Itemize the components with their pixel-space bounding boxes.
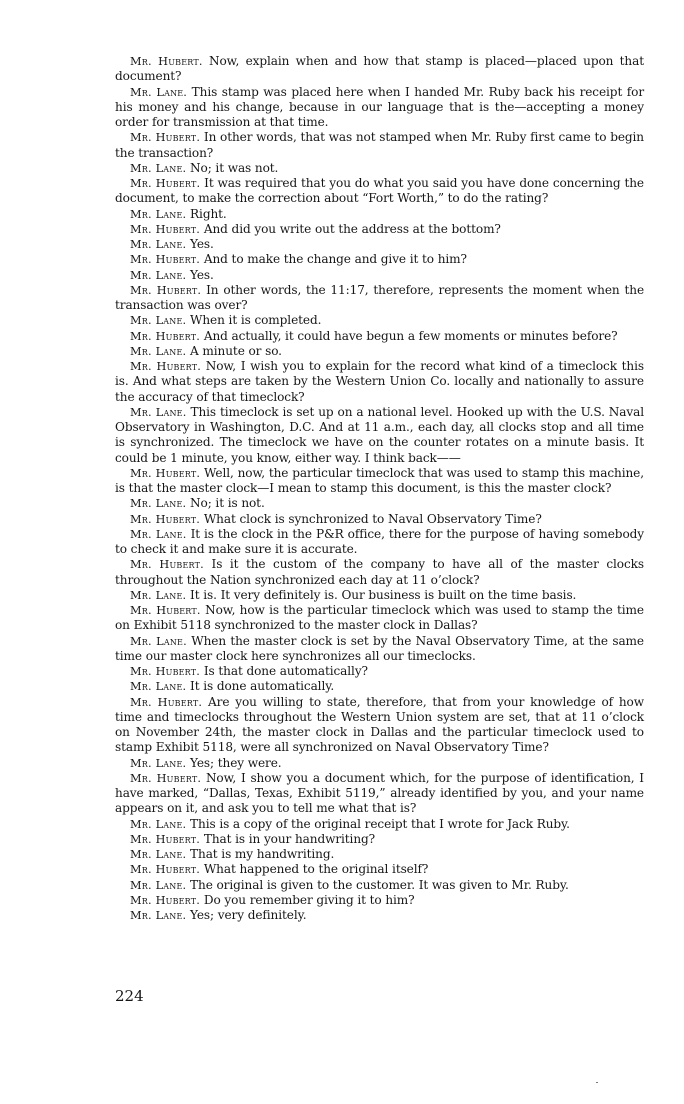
testimony-paragraph [115, 893, 644, 908]
speaker-name: Mr. Hubert. [130, 253, 201, 267]
testimony-paragraph [115, 695, 644, 756]
speech-text: What clock is synchronized to Naval Observatory Time? [200, 511, 542, 526]
speaker-name: Mr. Hubert. [130, 55, 203, 68]
speaker-name: Mr. Hubert. [130, 771, 202, 785]
speech-text: The original is given to the customer. It was given to Mr. Ruby. [186, 877, 569, 892]
speaker-name: Mr. Hubert. [130, 512, 201, 526]
speaker-name: Mr. Hubert. [130, 893, 201, 907]
speech-text: Now, how is the particular timeclock which was used to stamp the time on Exhibit 5118 synchronized to the master clock in Dallas? [115, 603, 644, 633]
speech-text: Now, I wish you to explain for the record what kind of a timeclock this is. And what steps are taken by the Western Union Co. locally and nationally to assure the accuracy of that timeclock? [115, 359, 644, 404]
testimony-paragraph [115, 54, 644, 85]
testimony-paragraph [115, 603, 644, 634]
speaker-name: Mr. Hubert. [130, 695, 203, 709]
speaker-name: Mr. Hubert. [130, 329, 201, 343]
speaker-name: Mr. Hubert. [130, 604, 201, 617]
testimony-paragraph [115, 207, 644, 222]
speaker-name: Mr. Lane. [130, 848, 187, 861]
scan-speck [596, 1082, 598, 1083]
page-number: 224 [115, 987, 144, 1005]
speech-text: When it is completed. [186, 313, 322, 328]
speech-text: Now, I show you a document which, for the purpose of identification, I have marked, “Dallas, Texas, Exhibit 5119,” already identified by you, and your name appears on it, and ask you to tell me what that is? [115, 770, 644, 816]
testimony-paragraph [115, 862, 644, 877]
testimony-paragraph [115, 344, 644, 359]
speech-text: Now, explain when and how that stamp is placed—placed upon that document? [115, 54, 644, 84]
speaker-name: Mr. Hubert. [130, 222, 201, 236]
speech-text: Yes; they were. [186, 755, 282, 770]
testimony-paragraph [115, 512, 644, 527]
testimony-paragraph [115, 405, 644, 466]
speech-text: What happened to the original itself? [200, 862, 429, 877]
speech-text: This is a copy of the original receipt that I wrote for Jack Ruby. [186, 816, 570, 831]
testimony-paragraph [115, 85, 644, 131]
speech-text: In other words, the 11:17, therefore, represents the moment when the transaction was over? [115, 282, 644, 312]
speech-text: It was required that you do what you said you have done concerning the document, to make the correction about “Fort Worth,” to do the rating? [115, 176, 644, 206]
speech-text: Is that done automatically? [200, 664, 368, 678]
speech-text: This stamp was placed here when I handed Mr. Ruby back his receipt for his money and his change, because in our language that is the—accepting a money order for transmission at that time. [115, 84, 644, 129]
speaker-name: Mr. Lane. [130, 314, 187, 328]
speech-text: And to make the change and give it to him? [200, 252, 467, 267]
testimony-paragraph [115, 359, 644, 405]
speech-text: No; it is not. [186, 496, 265, 511]
speech-text: Well, now, the particular timeclock that was used to stamp this machine, is that the master clock—I mean to stamp this document, is this the master clock? [115, 465, 644, 495]
speech-text: It is the clock in the P&R office, there for the purpose of having somebody to check it and make sure it is accurate. [115, 526, 644, 556]
speaker-name: Mr. Hubert. [130, 863, 201, 877]
speech-text: This timeclock is set up on a national level. Hooked up with the U.S. Naval Observatory in Washington, D.C. And at 11 a.m., each day, all clocks stop and all time is synchronized. The timeclock we have on the counter rotates on a minute basis. It could be 1 minute, you know, either way. I think back—— [115, 404, 644, 465]
testimony-paragraph [115, 756, 644, 771]
testimony-paragraph [115, 771, 644, 817]
testimony-paragraph [115, 588, 644, 603]
speech-text: It is done automatically. [186, 679, 335, 694]
speech-text: Yes; very definitely. [186, 908, 307, 922]
speaker-name: Mr. Hubert. [130, 665, 201, 678]
speaker-name: Mr. Hubert. [130, 832, 201, 846]
speaker-name: Mr. Lane. [130, 527, 187, 541]
speaker-name: Mr. Hubert. [130, 360, 202, 373]
testimony-paragraph [115, 496, 644, 511]
speech-text: Are you willing to state, therefore, that from your knowledge of how time and timeclocks throughout the Western Union system are set, that at 11 o’clock on November 24th, the master clock in Dallas and the particular timeclock used to stamp Exhibit 5118, were all synchronized on Naval Observatory Time? [115, 694, 644, 755]
speaker-name: Mr. Hubert. [130, 558, 204, 572]
speech-text: In other words, that was not stamped when Mr. Ruby first came to begin the transaction? [115, 130, 644, 160]
testimony-paragraph [115, 329, 644, 344]
testimony-paragraph [115, 466, 644, 497]
testimony-paragraph [115, 222, 644, 237]
speaker-name: Mr. Lane. [130, 634, 187, 648]
speech-text: A minute or so. [186, 343, 282, 358]
speaker-name: Mr. Lane. [130, 207, 187, 221]
testimony-paragraph [115, 847, 644, 862]
speech-text: That is my handwriting. [186, 847, 335, 861]
speaker-name: Mr. Lane. [130, 588, 187, 602]
speech-text: And actually, it could have begun a few moments or minutes before? [200, 328, 618, 343]
speaker-name: Mr. Lane. [130, 878, 187, 892]
testimony-paragraph [115, 130, 644, 161]
speaker-name: Mr. Lane. [130, 238, 187, 251]
testimony-paragraph [115, 527, 644, 558]
speech-text: When the master clock is set by the Naval Observatory Time, at the same time our master clock here synchronizes all our timeclocks. [115, 633, 644, 663]
testimony-paragraph [115, 161, 644, 176]
speech-text: It is. It very definitely is. Our business is built on the time basis. [186, 587, 577, 602]
speaker-name: Mr. Hubert. [130, 131, 201, 145]
speaker-name: Mr. Lane. [130, 497, 187, 511]
testimony-paragraph [115, 268, 644, 283]
testimony-paragraph [115, 679, 644, 694]
testimony-paragraph [115, 313, 644, 328]
speaker-name: Mr. Lane. [130, 817, 187, 831]
speech-text: No; it was not. [186, 160, 279, 175]
speech-text: Right. [186, 206, 227, 221]
speech-text: That is in your handwriting? [200, 831, 376, 846]
speaker-name: Mr. Lane. [130, 405, 187, 419]
testimony-paragraph [115, 557, 644, 588]
speaker-name: Mr. Lane. [130, 268, 187, 282]
testimony-paragraph [115, 908, 644, 923]
speaker-name: Mr. Hubert. [130, 466, 201, 480]
speaker-name: Mr. Lane. [130, 344, 187, 358]
speaker-name: Mr. Hubert. [130, 283, 202, 297]
testimony-paragraph [115, 283, 644, 314]
testimony-paragraph [115, 832, 644, 847]
testimony-paragraph [115, 878, 644, 893]
speaker-name: Mr. Lane. [130, 680, 187, 694]
testimony-paragraph [115, 252, 644, 267]
speech-text: Do you remember giving it to him? [200, 892, 415, 907]
speaker-name: Mr. Lane. [130, 909, 187, 922]
speech-text: Yes. [186, 237, 214, 251]
speaker-name: Mr. Lane. [130, 756, 187, 770]
speech-text: Is it the custom of the company to have all of the master clocks throughout the Nation synchronized each day at 11 o’clock? [115, 557, 644, 587]
testimony-text [115, 54, 644, 923]
testimony-paragraph [115, 664, 644, 679]
speaker-name: Mr. Hubert. [130, 177, 201, 190]
speech-text: Yes. [186, 267, 214, 282]
testimony-paragraph [115, 237, 644, 252]
testimony-paragraph [115, 634, 644, 665]
testimony-paragraph [115, 176, 644, 207]
testimony-paragraph [115, 817, 644, 832]
speaker-name: Mr. Lane. [130, 161, 187, 175]
speaker-name: Mr. Lane. [130, 85, 188, 99]
speech-text: And did you write out the address at the bottom? [200, 221, 501, 236]
